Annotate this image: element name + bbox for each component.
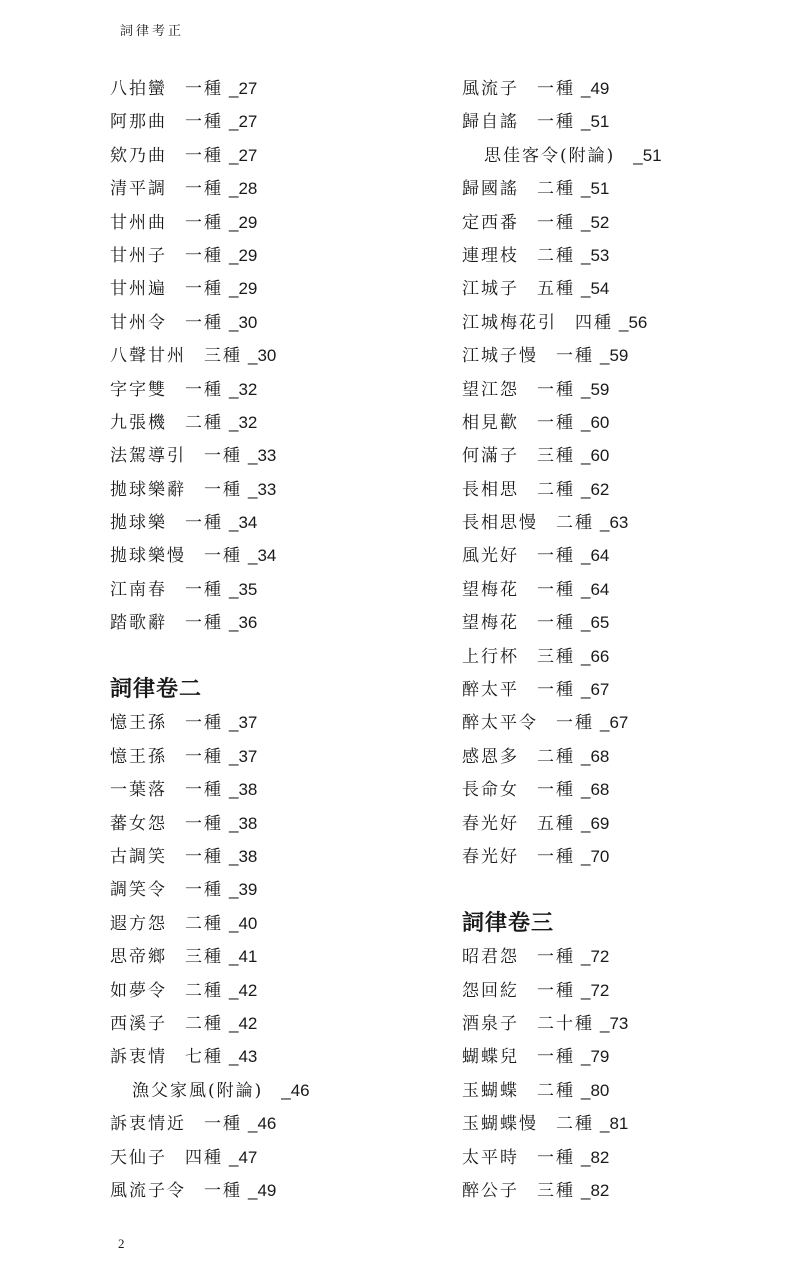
page-ref: _81: [600, 1114, 629, 1134]
page-ref: _64: [581, 546, 610, 566]
tune-name: 望梅花: [462, 613, 519, 634]
page-ref: _82: [581, 1147, 610, 1167]
toc-entry: [110, 873, 440, 906]
variant-count: 一種: [204, 546, 242, 567]
tune-name: 西溪子: [110, 1013, 167, 1034]
page-ref: _42: [229, 980, 258, 1000]
variant-count: 三種: [537, 1180, 575, 1201]
toc-entry: [462, 105, 790, 138]
variant-count: 五種: [537, 813, 575, 834]
page-ref: _30: [248, 346, 277, 366]
variant-count: 一種: [556, 346, 594, 367]
tune-name: 風光好: [462, 546, 519, 567]
tune-name: 望梅花: [462, 579, 519, 600]
toc-entry: [462, 539, 790, 572]
page-ref: _70: [581, 846, 610, 866]
tune-name: 江南春: [110, 579, 167, 600]
variant-count: 二種: [185, 913, 223, 934]
variant-count: 七種: [185, 1047, 223, 1068]
tune-name: 甘州子: [110, 245, 167, 266]
page-ref: _32: [229, 379, 258, 399]
variant-count: 一種: [204, 479, 242, 500]
variant-count: 二種: [537, 245, 575, 266]
toc-entry: [462, 306, 790, 339]
variant-count: 一種: [185, 513, 223, 534]
page-ref: _38: [229, 846, 258, 866]
tune-name: 醉太平: [462, 680, 519, 701]
toc-entry: [110, 1141, 440, 1174]
toc-entry: [110, 706, 440, 739]
toc-entry: [462, 974, 790, 1007]
tune-name: 阿那曲: [110, 112, 167, 133]
variant-count: 一種: [537, 112, 575, 133]
variant-count: 一種: [185, 713, 223, 734]
volume-heading: 詞律卷二: [110, 676, 203, 703]
variant-count: 一種: [185, 79, 223, 99]
page-ref: _29: [229, 212, 258, 232]
page-ref: _38: [229, 813, 258, 833]
page-ref: _51: [581, 179, 610, 199]
page-ref: _67: [581, 680, 610, 700]
variant-count: 一種: [185, 746, 223, 767]
toc-entry: [462, 172, 790, 205]
variant-count: 二種: [185, 980, 223, 1001]
page-ref: _59: [581, 379, 610, 399]
page-ref: _34: [229, 513, 258, 533]
variant-count: 一種: [185, 813, 223, 834]
page-ref: _40: [229, 913, 258, 933]
toc-left-column: [110, 72, 440, 1207]
tune-name: 漁父家風(附論): [132, 1080, 264, 1101]
toc-entry: [110, 606, 440, 639]
variant-count: 二種: [185, 1013, 223, 1034]
variant-count: 二種: [556, 1114, 594, 1135]
variant-count: 一種: [185, 279, 223, 300]
toc-entry: [110, 72, 440, 105]
toc-entry: [462, 940, 790, 973]
toc-entry: [462, 206, 790, 239]
variant-count: 一種: [185, 312, 223, 333]
page-ref: _65: [581, 613, 610, 633]
toc-entry: [462, 473, 790, 506]
variant-count: 二種: [537, 479, 575, 500]
variant-count: 一種: [537, 1047, 575, 1068]
tune-name: 歸國謠: [462, 179, 519, 200]
tune-name: 清平調: [110, 179, 167, 200]
tune-name: 何滿子: [462, 446, 519, 467]
variant-count: 一種: [185, 379, 223, 400]
variant-count: 三種: [204, 346, 242, 367]
toc-entry: [110, 907, 440, 940]
tune-name: 歸自謠: [462, 112, 519, 133]
toc-entry: [462, 506, 790, 539]
toc-entry: [462, 840, 790, 873]
toc-entry: [110, 373, 440, 406]
toc-entry: [110, 1040, 440, 1073]
toc-entry: [462, 1174, 790, 1207]
page-ref: _51: [633, 145, 662, 165]
page-ref: _27: [229, 145, 258, 165]
tune-name: 昭君怨: [462, 947, 519, 968]
toc-entry: [110, 105, 440, 138]
variant-count: 二十種: [537, 1013, 594, 1034]
tune-name: 風流子令: [110, 1180, 186, 1201]
page-ref: _60: [581, 412, 610, 432]
variant-count: 一種: [185, 780, 223, 801]
variant-count: 三種: [537, 446, 575, 467]
toc-entry: [110, 406, 440, 439]
page-ref: _64: [581, 579, 610, 599]
toc-entry: [462, 1040, 790, 1073]
tune-name: 蕃女怨: [110, 813, 167, 834]
tune-name: 定西番: [462, 212, 519, 233]
page-ref: _60: [581, 446, 610, 466]
toc-entry: [110, 740, 440, 773]
tune-name: 玉蝴蝶慢: [462, 1114, 538, 1135]
variant-count: 四種: [575, 312, 613, 333]
toc-entry: [110, 473, 440, 506]
toc-entry: [462, 573, 790, 606]
variant-count: 一種: [537, 947, 575, 968]
page-ref: _68: [581, 746, 610, 766]
page-ref: _41: [229, 947, 258, 967]
toc-entry: [462, 1074, 790, 1107]
tune-name: 訴衷情近: [110, 1114, 186, 1135]
tune-name: 酒泉子: [462, 1013, 519, 1034]
toc-entry: [462, 773, 790, 806]
tune-name: 感恩多: [462, 746, 519, 767]
toc-entry: [462, 272, 790, 305]
page-number: 2: [118, 1236, 125, 1251]
tune-name: 春光好: [462, 846, 519, 867]
variant-count: 一種: [185, 579, 223, 600]
variant-count: 一種: [185, 846, 223, 867]
variant-count: 一種: [185, 880, 223, 901]
page-ref: _59: [600, 346, 629, 366]
tune-name: 甘州令: [110, 312, 167, 333]
page-ref: _67: [600, 713, 629, 733]
page-ref: _32: [229, 412, 258, 432]
page-ref: _51: [581, 112, 610, 132]
toc-subentry: [462, 139, 790, 172]
page-ref: _33: [248, 446, 277, 466]
variant-count: 一種: [204, 1114, 242, 1135]
toc-entry: [110, 974, 440, 1007]
toc-entry: [462, 673, 790, 706]
tune-name: 相見歡: [462, 412, 519, 433]
tune-name: 九張機: [110, 412, 167, 433]
tune-name: 江城子慢: [462, 346, 538, 367]
page-ref: _42: [229, 1013, 258, 1033]
variant-count: 一種: [185, 245, 223, 266]
toc-entry: [462, 439, 790, 472]
variant-count: 四種: [185, 1147, 223, 1168]
tune-name: 長相思慢: [462, 513, 538, 534]
variant-count: 二種: [537, 1080, 575, 1101]
page-ref: _28: [229, 179, 258, 199]
page-ref: _36: [229, 613, 258, 633]
variant-count: 一種: [537, 579, 575, 600]
toc-entry: [110, 1007, 440, 1040]
section-spacer: [462, 873, 790, 906]
toc-right-column: [462, 72, 790, 1207]
tune-name: 蝴蝶兒: [462, 1047, 519, 1068]
variant-count: 一種: [537, 846, 575, 867]
tune-name: 如夢令: [110, 980, 167, 1001]
tune-name: 憶王孫: [110, 746, 167, 767]
tune-name: 醉太平令: [462, 713, 538, 734]
variant-count: 一種: [185, 212, 223, 233]
page-ref: _72: [581, 947, 610, 967]
tune-name: 江城梅花引: [462, 312, 557, 333]
toc-entry: [110, 506, 440, 539]
toc-entry: [462, 406, 790, 439]
page-ref: _46: [248, 1114, 277, 1134]
page-ref: _79: [581, 1047, 610, 1067]
toc-entry: [462, 640, 790, 673]
variant-count: 一種: [537, 680, 575, 701]
tune-name: 玉蝴蝶: [462, 1080, 519, 1101]
variant-count: 三種: [537, 646, 575, 667]
page-ref: _33: [248, 479, 277, 499]
page-ref: _39: [229, 880, 258, 900]
tune-name: 遐方怨: [110, 913, 167, 934]
toc-entry: [110, 1174, 440, 1207]
toc-entry: [110, 439, 440, 472]
page-ref: _37: [229, 746, 258, 766]
variant-count: 二種: [537, 746, 575, 767]
toc-entry: [110, 539, 440, 572]
variant-count: 一種: [537, 412, 575, 433]
toc-entry: [110, 1107, 440, 1140]
tune-name: 字字雙: [110, 379, 167, 400]
page-ref: _38: [229, 780, 258, 800]
tune-name: 望江怨: [462, 379, 519, 400]
toc-entry: [462, 1141, 790, 1174]
page-ref: _73: [600, 1013, 629, 1033]
tune-name: 醉公子: [462, 1180, 519, 1201]
tune-name: 踏歌辭: [110, 613, 167, 634]
page-ref: _35: [229, 579, 258, 599]
tune-name: 甘州曲: [110, 212, 167, 233]
volume-heading: 詞律卷三: [462, 909, 555, 936]
toc-entry: [462, 807, 790, 840]
tune-name: 連理枝: [462, 245, 519, 266]
toc-entry: [110, 339, 440, 372]
variant-count: 一種: [185, 179, 223, 200]
page-ref: _52: [581, 212, 610, 232]
tune-name: 欸乃曲: [110, 145, 167, 166]
tune-name: 甘州遍: [110, 279, 167, 300]
tune-name: 怨回紇: [462, 980, 519, 1001]
variant-count: 一種: [204, 1180, 242, 1201]
tune-name: 春光好: [462, 813, 519, 834]
variant-count: 三種: [185, 947, 223, 968]
tune-name: 上行杯: [462, 646, 519, 667]
tune-name: 天仙子: [110, 1147, 167, 1168]
variant-count: 五種: [537, 279, 575, 300]
page-ref: _49: [248, 1180, 277, 1200]
running-header: 詞律考正: [120, 24, 185, 39]
page-ref: _53: [581, 245, 610, 265]
toc-entry: [462, 1107, 790, 1140]
toc-entry: [462, 1007, 790, 1040]
toc-entry: [110, 573, 440, 606]
toc-entry: [462, 339, 790, 372]
page-ref: _54: [581, 279, 610, 299]
toc-entry: [110, 840, 440, 873]
variant-count: 一種: [185, 145, 223, 166]
tune-name: 古調笑: [110, 846, 167, 867]
toc-entry: [110, 306, 440, 339]
variant-count: 一種: [204, 446, 242, 467]
toc-entry: [462, 239, 790, 272]
toc-entry: [110, 940, 440, 973]
variant-count: 一種: [185, 112, 223, 133]
tune-name: 八拍蠻: [110, 79, 167, 99]
variant-count: 一種: [537, 980, 575, 1001]
page-ref: _62: [581, 479, 610, 499]
page-ref: _29: [229, 245, 258, 265]
tune-name: 訴衷情: [110, 1047, 167, 1068]
page-ref: _63: [600, 513, 629, 533]
page-ref: _29: [229, 279, 258, 299]
toc-entry: [110, 206, 440, 239]
tune-name: 拋球樂: [110, 513, 167, 534]
toc-entry: [462, 606, 790, 639]
tune-name: 八聲甘州: [110, 346, 186, 367]
toc-entry: [462, 706, 790, 739]
page-ref: _43: [229, 1047, 258, 1067]
toc-entry: [462, 373, 790, 406]
page-ref: _68: [581, 780, 610, 800]
tune-name: 拋球樂慢: [110, 546, 186, 567]
tune-name: 思帝鄉: [110, 947, 167, 968]
variant-count: 一種: [556, 713, 594, 734]
variant-count: 二種: [185, 412, 223, 433]
toc-entry: [110, 272, 440, 305]
page-ref: _69: [581, 813, 610, 833]
page-ref: _27: [229, 112, 258, 132]
variant-count: 一種: [537, 613, 575, 634]
toc-entry: [110, 773, 440, 806]
toc-entry: [462, 72, 790, 105]
page-ref: _49: [581, 79, 610, 98]
toc-entry: [110, 239, 440, 272]
tune-name: 風流子: [462, 79, 519, 99]
section-spacer: [110, 640, 440, 673]
tune-name: 太平時: [462, 1147, 519, 1168]
variant-count: 一種: [537, 546, 575, 567]
tune-name: 長相思: [462, 479, 519, 500]
tune-name: 拋球樂辭: [110, 479, 186, 500]
variant-count: 一種: [537, 379, 575, 400]
variant-count: 一種: [537, 79, 575, 99]
variant-count: 二種: [537, 179, 575, 200]
variant-count: 一種: [537, 212, 575, 233]
tune-name: 一葉落: [110, 780, 167, 801]
tune-name: 憶王孫: [110, 713, 167, 734]
page-ref: _34: [248, 546, 277, 566]
page-ref: _47: [229, 1147, 258, 1167]
page-ref: _56: [619, 312, 648, 332]
toc-entry: [462, 740, 790, 773]
tune-name: 長命女: [462, 780, 519, 801]
variant-count: 一種: [537, 1147, 575, 1168]
variant-count: 一種: [537, 780, 575, 801]
page-ref: _80: [581, 1080, 610, 1100]
page-ref: _66: [581, 646, 610, 666]
tune-name: 思佳客令(附論): [484, 145, 616, 166]
toc-entry: [110, 172, 440, 205]
page-ref: _30: [229, 312, 258, 332]
toc-entry: [110, 807, 440, 840]
variant-count: 二種: [556, 513, 594, 534]
toc-entry: [110, 139, 440, 172]
toc-subentry: [110, 1074, 440, 1107]
page-ref: _27: [229, 79, 258, 98]
tune-name: 調笑令: [110, 880, 167, 901]
page-ref: _72: [581, 980, 610, 1000]
variant-count: 一種: [185, 613, 223, 634]
tune-name: 江城子: [462, 279, 519, 300]
page-ref: _46: [281, 1080, 310, 1100]
page-ref: _37: [229, 713, 258, 733]
page-ref: _82: [581, 1180, 610, 1200]
tune-name: 法駕導引: [110, 446, 186, 467]
